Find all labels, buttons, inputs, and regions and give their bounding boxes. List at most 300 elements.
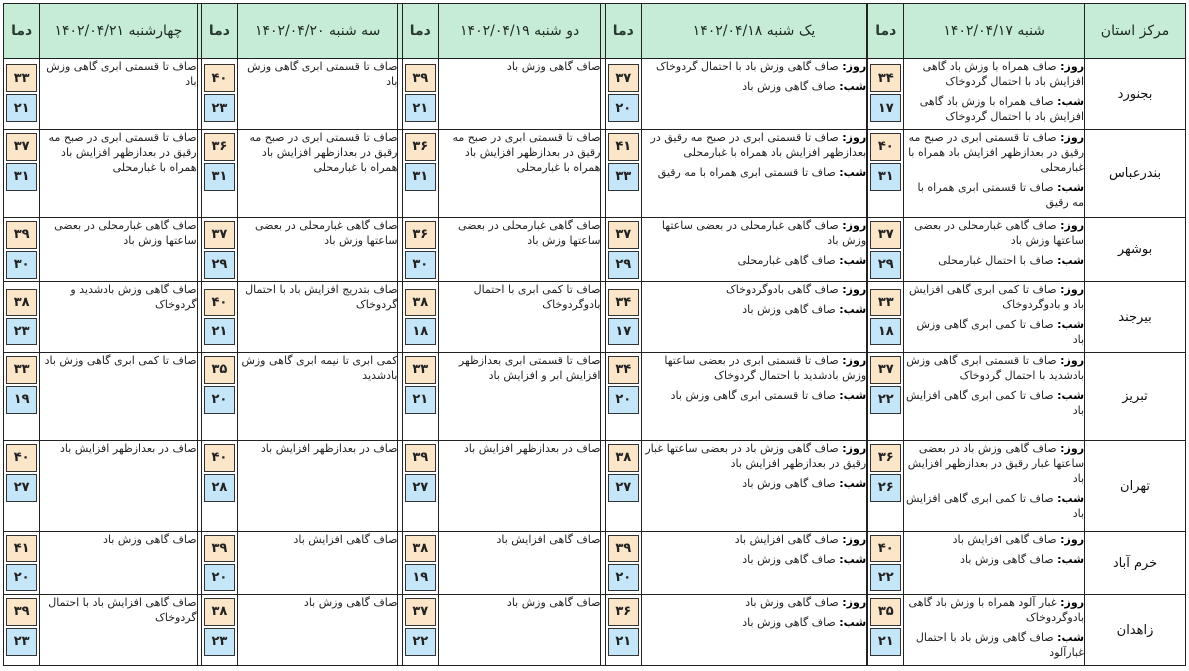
forecast-text: صاف تا کمی ابری گاهی وزش باد — [44, 354, 197, 367]
column-gap — [398, 441, 402, 532]
min-temp: ۲۱ — [6, 94, 37, 122]
forecast-text: صاف تا قسمتی ابری در صبح مه رقیق در بعدازظهر افزایش باد همراه با غبارمحلی — [249, 131, 398, 174]
max-temp: ۳۴ — [870, 64, 901, 92]
forecast-desc-day-2 — [438, 218, 601, 282]
forecast-desc-day-0 — [904, 532, 1085, 595]
max-temp: ۳۶ — [870, 444, 901, 472]
city-name: زاهدان — [1085, 595, 1186, 666]
forecast-desc-day-3 — [237, 59, 398, 130]
day-forecast — [642, 218, 866, 248]
night-label: شب: — [1057, 553, 1085, 566]
temp-cell — [605, 130, 641, 218]
forecast-text: صاف گاهی وزش باد — [303, 596, 398, 609]
table-row — [4, 130, 1186, 218]
forecast-table — [3, 3, 1186, 666]
max-temp: ۳۶ — [405, 221, 436, 249]
max-temp: ۳۸ — [6, 289, 37, 316]
forecast-desc-day-2 — [438, 441, 601, 532]
night-text: صاف همراه با وزش باد گاهی افزایش باد با احتمال گردوخاک — [919, 95, 1085, 123]
min-temp: ۲۹ — [608, 251, 639, 279]
night-text: صاف گاهی وزش باد — [742, 477, 836, 490]
day-forecast — [904, 218, 1084, 248]
min-temp: ۲۶ — [870, 474, 901, 502]
forecast-desc-day-4 — [40, 59, 197, 130]
forecast-desc-day-3 — [237, 441, 398, 532]
forecast-desc-day-3 — [237, 282, 398, 353]
city-name: بجنورد — [1085, 59, 1186, 130]
night-label: شب: — [839, 616, 867, 629]
city-name: بندرعباس — [1085, 130, 1186, 218]
day-text: غبار آلود همراه با وزش باد گاهی بادوگردوخاک — [908, 596, 1085, 624]
day-label: روز: — [842, 283, 867, 296]
forecast-text: صاف گاهی افزایش باد — [293, 533, 398, 546]
max-temp: ۳۷ — [870, 356, 901, 384]
temp-cell — [402, 282, 438, 353]
temp-cell — [868, 282, 904, 353]
max-temp: ۴۰ — [204, 444, 235, 472]
city-name: خرم آباد — [1085, 532, 1186, 595]
forecast-desc-day-1 — [641, 441, 866, 532]
night-forecast — [642, 476, 866, 491]
min-temp: ۲۹ — [870, 251, 901, 279]
night-forecast — [904, 630, 1084, 660]
min-temp: ۲۰ — [204, 386, 235, 414]
day-text: صاف گاهی غبارمحلی در بعضی ساعتها وزش باد — [661, 219, 867, 247]
forecast-desc-day-1 — [641, 282, 866, 353]
header-temp-3: دما — [201, 4, 237, 59]
forecast-desc-day-4 — [40, 353, 197, 441]
temp-cell — [605, 441, 641, 532]
max-temp: ۳۴ — [608, 356, 639, 384]
forecast-desc-day-2 — [438, 282, 601, 353]
forecast-desc-day-1 — [641, 532, 866, 595]
max-temp: ۳۹ — [405, 444, 436, 472]
temp-cell — [868, 59, 904, 130]
night-forecast — [642, 388, 866, 403]
temp-cell — [4, 595, 40, 666]
min-temp: ۳۰ — [405, 251, 436, 279]
table-row — [4, 353, 1186, 441]
temp-cell — [4, 218, 40, 282]
min-temp: ۲۱ — [405, 94, 436, 122]
temp-cell — [201, 218, 237, 282]
table-row — [4, 595, 1186, 666]
forecast-text: صاف در بعدازظهر افزایش باد — [260, 442, 398, 455]
night-label: شب: — [1057, 389, 1085, 402]
header-gap — [867, 4, 868, 59]
max-temp: ۳۳ — [870, 289, 901, 316]
temp-cell — [868, 441, 904, 532]
forecast-desc-day-0 — [904, 595, 1085, 666]
temp-cell — [868, 130, 904, 218]
forecast-desc-day-2 — [438, 130, 601, 218]
min-temp: ۳۱ — [405, 163, 436, 191]
min-temp: ۱۹ — [405, 564, 436, 591]
max-temp: ۳۳ — [6, 356, 37, 384]
column-gap — [197, 282, 201, 353]
day-text: صاف تا قسمتی ابری در صبح مه رقیق در بعدازظهر افزایش باد همراه با غبارمحلی — [650, 131, 867, 159]
day-forecast — [642, 353, 866, 383]
forecast-text: صاف در بعدازظهر افزایش باد — [463, 442, 601, 455]
day-forecast — [904, 353, 1084, 383]
night-forecast — [642, 79, 866, 94]
temp-cell — [868, 218, 904, 282]
temp-cell — [868, 532, 904, 595]
max-temp: ۳۹ — [6, 221, 37, 249]
forecast-desc-day-4 — [40, 282, 197, 353]
min-temp: ۳۱ — [6, 163, 37, 191]
forecast-desc-day-4 — [40, 595, 197, 666]
forecast-desc-day-3 — [237, 218, 398, 282]
day-forecast — [904, 532, 1084, 547]
day-text: صاف گاهی وزش باد با احتمال گردوخاک — [655, 60, 839, 73]
temp-cell — [4, 130, 40, 218]
max-temp: ۳۷ — [608, 64, 639, 92]
max-temp: ۳۶ — [608, 598, 639, 626]
day-label: روز: — [1060, 283, 1085, 296]
temp-cell — [4, 282, 40, 353]
night-text: صاف گاهی غبارمحلی — [737, 254, 836, 267]
min-temp: ۲۳ — [6, 628, 37, 656]
temp-cell — [868, 595, 904, 666]
forecast-text: صاف در بعدازظهر افزایش باد — [60, 442, 197, 455]
column-gap — [601, 532, 605, 595]
column-gap — [601, 130, 605, 218]
max-temp: ۳۳ — [6, 64, 37, 92]
max-temp: ۳۷ — [204, 221, 235, 249]
night-text: صاف گاهی وزش باد — [960, 553, 1054, 566]
night-forecast — [904, 388, 1084, 418]
forecast-desc-day-2 — [438, 59, 601, 130]
min-temp: ۱۷ — [608, 318, 639, 345]
night-label: شب: — [1057, 254, 1085, 267]
night-label: شب: — [1057, 492, 1085, 505]
forecast-text: کمی ابری تا نیمه ابری گاهی وزش بادشدید — [241, 354, 398, 382]
day-forecast — [904, 595, 1084, 625]
header-day-2: دو شنبه ۱۴۰۲/۰۴/۱۹ — [438, 4, 601, 59]
table-row — [4, 282, 1186, 353]
day-label: روز: — [1060, 219, 1085, 232]
night-text: صاف گاهی وزش باد — [742, 80, 836, 93]
header-city: مرکز استان — [1085, 4, 1186, 59]
forecast-text: صاف تا قسمتی ابری گاهی وزش باد — [247, 60, 398, 88]
min-temp: ۱۸ — [870, 318, 901, 345]
header-day-1: یک شنبه ۱۴۰۲/۰۴/۱۸ — [641, 4, 866, 59]
forecast-desc-day-1 — [641, 59, 866, 130]
day-text: صاف گاهی غبارمحلی در بعضی ساعتها وزش باد — [914, 219, 1085, 247]
city-name: بیرجند — [1085, 282, 1186, 353]
night-forecast — [904, 317, 1084, 347]
max-temp: ۳۸ — [204, 598, 235, 626]
day-text: صاف تا کمی ابری گاهی افزایش باد و بادوگردوخاک — [908, 283, 1085, 311]
max-temp: ۳۹ — [405, 64, 436, 92]
table-row — [4, 532, 1186, 595]
forecast-text: صاف گاهی وزش باد — [506, 60, 601, 73]
city-name: تهران — [1085, 441, 1186, 532]
min-temp: ۲۷ — [6, 474, 37, 502]
day-text: صاف تا قسمتی ابری در بعضی ساعتها وزش بادشدید با احتمال گردوخاک — [664, 354, 867, 382]
night-forecast — [642, 302, 866, 317]
night-forecast — [904, 253, 1084, 268]
max-temp: ۳۸ — [405, 535, 436, 562]
column-gap — [398, 532, 402, 595]
forecast-desc-day-0 — [904, 282, 1085, 353]
night-text: صاف تا کمی ابری گاهی افزایش باد — [906, 492, 1085, 520]
column-gap — [197, 218, 201, 282]
night-text: صاف گاهی وزش باد — [742, 616, 836, 629]
night-forecast — [904, 491, 1084, 521]
max-temp: ۳۳ — [405, 356, 436, 384]
min-temp: ۲۹ — [204, 251, 235, 279]
temp-cell — [605, 59, 641, 130]
forecast-text: صاف تا قسمتی ابری در صبح مه رقیق در بعدازظهر افزایش باد همراه با غبارمحلی — [48, 131, 197, 174]
max-temp: ۳۹ — [6, 598, 37, 626]
night-text: صاف تا قسمتی ابری همراه با مه رقیق — [917, 181, 1085, 209]
day-label: روز: — [1060, 596, 1085, 609]
night-text: صاف تا قسمتی ابری همراه با مه رقیق — [657, 166, 836, 179]
min-temp: ۲۷ — [608, 474, 639, 502]
day-forecast — [642, 282, 866, 297]
night-text: صاف تا قسمتی ابری گاهی وزش باد — [670, 389, 836, 402]
min-temp: ۲۱ — [204, 318, 235, 345]
header-gap — [197, 4, 201, 59]
header-row — [4, 4, 1186, 59]
min-temp: ۱۷ — [870, 94, 901, 122]
temp-cell — [201, 441, 237, 532]
min-temp: ۲۲ — [870, 386, 901, 414]
column-gap — [398, 218, 402, 282]
forecast-text: صاف تا کمی ابری با احتمال بادوگردوخاک — [473, 283, 601, 311]
column-gap — [601, 441, 605, 532]
forecast-desc-day-1 — [641, 130, 866, 218]
max-temp: ۴۱ — [608, 133, 639, 161]
temp-cell — [4, 353, 40, 441]
min-temp: ۲۳ — [6, 318, 37, 345]
day-forecast — [904, 282, 1084, 312]
day-label: روز: — [1060, 354, 1085, 367]
day-label: روز: — [842, 219, 867, 232]
day-text: صاف گاهی بادوگردوخاک — [725, 283, 839, 296]
temp-cell — [402, 441, 438, 532]
header-temp-4: دما — [4, 4, 40, 59]
max-temp: ۴۱ — [6, 535, 37, 562]
day-label: روز: — [1060, 60, 1085, 73]
forecast-text: صاف تا قسمتی ابری گاهی وزش باد — [46, 60, 197, 88]
temp-cell — [201, 130, 237, 218]
day-label: روز: — [1060, 442, 1085, 455]
forecast-text: صاف گاهی وزش باد — [506, 596, 601, 609]
forecast-body — [4, 59, 1186, 666]
day-forecast — [642, 532, 866, 547]
forecast-desc-day-1 — [641, 353, 866, 441]
day-text: صاف همراه با وزش باد گاهی افزایش باد با احتمال گردوخاک — [922, 60, 1085, 88]
forecast-desc-day-4 — [40, 218, 197, 282]
temp-cell — [605, 282, 641, 353]
forecast-desc-day-0 — [904, 218, 1085, 282]
min-temp: ۲۱ — [870, 628, 901, 656]
min-temp: ۲۳ — [204, 94, 235, 122]
temp-cell — [402, 532, 438, 595]
header-temp-2: دما — [402, 4, 438, 59]
temp-cell — [402, 59, 438, 130]
forecast-desc-day-0 — [904, 441, 1085, 532]
max-temp: ۳۵ — [870, 598, 901, 626]
day-forecast — [904, 59, 1084, 89]
header-gap — [398, 4, 402, 59]
day-text: صاف تا قسمتی ابری در صبح مه رقیق در بعدازظهر افزایش باد همراه با غبارمحلی — [908, 131, 1085, 174]
table-row — [4, 59, 1186, 130]
column-gap — [398, 130, 402, 218]
column-gap — [398, 353, 402, 441]
max-temp: ۳۴ — [608, 289, 639, 316]
day-forecast — [642, 59, 866, 74]
night-forecast — [642, 615, 866, 630]
forecast-desc-day-0 — [904, 130, 1085, 218]
day-forecast — [642, 441, 866, 471]
temp-cell — [605, 353, 641, 441]
max-temp: ۳۸ — [405, 289, 436, 316]
forecast-desc-day-4 — [40, 130, 197, 218]
night-forecast — [904, 552, 1084, 567]
day-text: صاف گاهی افزایش باد — [734, 533, 839, 546]
day-forecast — [642, 130, 866, 160]
day-text: صاف گاهی وزش باد — [745, 596, 839, 609]
temp-cell — [201, 59, 237, 130]
column-gap — [197, 59, 201, 130]
forecast-desc-day-3 — [237, 532, 398, 595]
forecast-desc-day-2 — [438, 532, 601, 595]
night-label: شب: — [839, 553, 867, 566]
forecast-desc-day-4 — [40, 532, 197, 595]
max-temp: ۳۶ — [405, 133, 436, 161]
night-label: شب: — [1057, 631, 1085, 644]
temp-cell — [201, 532, 237, 595]
forecast-desc-day-3 — [237, 353, 398, 441]
min-temp: ۲۳ — [204, 628, 235, 656]
min-temp: ۳۰ — [6, 251, 37, 279]
day-label: روز: — [842, 60, 867, 73]
temp-cell — [402, 218, 438, 282]
night-label: شب: — [839, 80, 867, 93]
night-forecast — [904, 180, 1084, 210]
column-gap — [601, 595, 605, 666]
day-text: صاف گاهی وزش باد در بعضی ساعتها غبار رقیق در بعدازظهر افزایش باد — [907, 442, 1085, 485]
max-temp: ۴۰ — [870, 535, 901, 562]
forecast-desc-day-1 — [641, 218, 866, 282]
max-temp: ۳۷ — [405, 598, 436, 626]
forecast-text: صاف گاهی وزش بادشدید و گردوخاک — [70, 283, 197, 311]
min-temp: ۲۱ — [405, 386, 436, 414]
city-name: تبریز — [1085, 353, 1186, 441]
min-temp: ۳۱ — [204, 163, 235, 191]
max-temp: ۴۰ — [6, 444, 37, 472]
day-label: روز: — [842, 131, 867, 144]
min-temp: ۲۲ — [405, 628, 436, 656]
night-label: شب: — [1057, 181, 1085, 194]
day-label: روز: — [842, 354, 867, 367]
night-text: صاف گاهی وزش باد — [742, 303, 836, 316]
header-gap — [601, 4, 605, 59]
forecast-desc-day-3 — [237, 130, 398, 218]
column-gap — [398, 595, 402, 666]
min-temp: ۲۷ — [405, 474, 436, 502]
night-label: شب: — [839, 254, 867, 267]
night-label: شب: — [1057, 318, 1085, 331]
day-text: صاف تا قسمتی ابری گاهی وزش بادشدید با احتمال گردوخاک — [906, 354, 1085, 382]
temp-cell — [4, 59, 40, 130]
table-row — [4, 441, 1186, 532]
day-text: صاف گاهی وزش باد در بعضی ساعتها غبار رقیق در بعدازظهر افزایش باد — [645, 442, 867, 470]
night-label: شب: — [839, 389, 867, 402]
forecast-page — [3, 3, 1186, 668]
max-temp: ۳۹ — [608, 535, 639, 562]
forecast-text: صاف گاهی غبارمحلی در بعضی ساعتها وزش باد — [457, 219, 601, 247]
column-gap — [197, 130, 201, 218]
forecast-desc-day-2 — [438, 353, 601, 441]
night-label: شب: — [839, 477, 867, 490]
column-gap — [601, 282, 605, 353]
temp-cell — [201, 282, 237, 353]
column-gap — [601, 59, 605, 130]
forecast-desc-day-4 — [40, 441, 197, 532]
temp-cell — [605, 595, 641, 666]
day-label: روز: — [842, 533, 867, 546]
min-temp: ۲۱ — [608, 628, 639, 656]
temp-cell — [605, 218, 641, 282]
header-day-0: شنبه ۱۴۰۲/۰۴/۱۷ — [904, 4, 1085, 59]
header-temp-1: دما — [605, 4, 641, 59]
column-gap — [601, 353, 605, 441]
forecast-text: صاف گاهی غبارمحلی در بعضی ساعتها وزش باد — [54, 219, 197, 247]
max-temp: ۴۰ — [870, 133, 901, 161]
night-label: شب: — [1057, 95, 1085, 108]
min-temp: ۱۸ — [405, 318, 436, 345]
night-forecast — [642, 253, 866, 268]
min-temp: ۳۱ — [870, 163, 901, 191]
column-gap — [398, 59, 402, 130]
day-text: صاف گاهی افزایش باد — [952, 533, 1057, 546]
day-forecast — [904, 130, 1084, 175]
column-gap — [197, 441, 201, 532]
max-temp: ۳۷ — [6, 133, 37, 161]
column-gap — [197, 532, 201, 595]
temp-cell — [201, 353, 237, 441]
min-temp: ۲۸ — [204, 474, 235, 502]
min-temp: ۲۰ — [608, 94, 639, 122]
temp-cell — [402, 353, 438, 441]
forecast-text: صاف گاهی افزایش باد با احتمال گردوخاک — [48, 596, 197, 624]
column-gap — [398, 282, 402, 353]
day-label: روز: — [1060, 533, 1085, 546]
day-label: روز: — [1060, 131, 1085, 144]
min-temp: ۳۳ — [608, 163, 639, 191]
night-text: صاف گاهی وزش باد با احتمال غبارآلود — [915, 631, 1085, 659]
header-temp-0: دما — [868, 4, 904, 59]
night-text: صاف تا کمی ابری گاهی افزایش باد — [906, 389, 1085, 417]
min-temp: ۲۰ — [6, 564, 37, 591]
forecast-desc-day-2 — [438, 595, 601, 666]
forecast-text: صاف تا قسمتی ابری در صبح مه رقیق در بعدازظهر افزایش باد همراه با غبارمحلی — [452, 131, 601, 174]
temp-cell — [4, 532, 40, 595]
forecast-text: صاف گاهی وزش باد — [103, 533, 197, 546]
max-temp: ۳۷ — [870, 221, 901, 249]
night-label: شب: — [839, 303, 867, 316]
header-day-4: چهارشنبه ۱۴۰۲/۰۴/۲۱ — [40, 4, 197, 59]
column-gap — [601, 218, 605, 282]
forecast-text: صاف گاهی افزایش باد — [496, 533, 601, 546]
day-label: روز: — [842, 596, 867, 609]
column-gap — [197, 595, 201, 666]
